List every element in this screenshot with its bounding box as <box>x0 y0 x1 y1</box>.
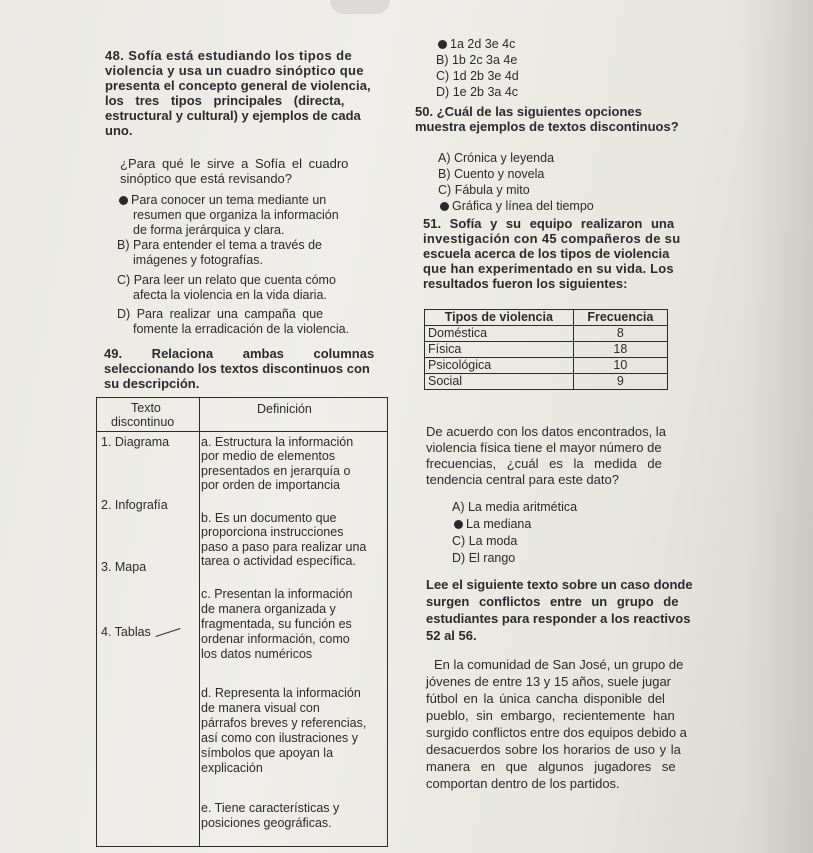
option-letter: D) <box>452 551 466 565</box>
q50-option-c[interactable] <box>438 183 530 197</box>
option-letter: B) <box>436 53 449 67</box>
definition-c-line: fragmentada, su función es <box>201 617 352 631</box>
option-letter: A) <box>452 500 465 514</box>
q51-line: resultados fueron los siguientes: <box>423 276 628 291</box>
q48-line: uno. <box>105 123 133 138</box>
reading-intro-line: estudiantes para responder a los reactivos <box>426 611 691 626</box>
option-text: de forma jerárquica y clara. <box>133 223 285 237</box>
selected-answer-mark <box>440 202 449 211</box>
definition-d-line: de manera visual con <box>201 701 320 715</box>
q51-option-b[interactable] <box>454 517 531 531</box>
option-text: La media aritmética <box>467 500 578 514</box>
reading-intro-line: surgen conflictos entre un grupo de <box>426 594 679 609</box>
option-letter: D) <box>117 307 131 321</box>
q51-question: tendencia central para este dato? <box>426 472 619 487</box>
option-text: La moda <box>468 534 518 548</box>
reading-intro-line: Lee el siguiente texto sobre un caso donde <box>426 577 693 592</box>
reading-paragraph-line: En la comunidad de San José, un grupo de <box>434 657 684 672</box>
q51-option-a[interactable] <box>452 500 577 514</box>
left-item[interactable]: 4. Tablas <box>101 625 151 639</box>
selected-answer-mark <box>454 520 463 529</box>
q48-line: violencia y usa un cuadro sinóptico que <box>105 63 364 78</box>
reading-paragraph-line: jóvenes de entre 13 y 15 años, suele jugar <box>426 674 672 689</box>
option-text: Cuento y novela <box>453 167 545 181</box>
q51-option-d[interactable] <box>452 551 515 565</box>
definition-b-line: b. Es un documento que <box>201 511 337 525</box>
table-row <box>425 374 668 390</box>
option-letter: B) <box>117 238 130 252</box>
option-text: 1b 2c 3a 4e <box>451 53 518 67</box>
definition-e-line: e. Tiene características y <box>201 801 340 815</box>
definition-d-line: símbolos que apoyan la <box>201 746 334 760</box>
reading-paragraph-line: desacuerdos sobre los horarios de uso y la <box>426 742 681 757</box>
q49-line: seleccionando los textos discontinuos con <box>104 361 370 376</box>
q51-line: escuela acerca de los tipos de violencia <box>423 246 670 261</box>
definition-d-line: d. Representa la información <box>201 686 361 700</box>
q49-option-d[interactable] <box>436 85 518 99</box>
option-text: La mediana <box>466 517 532 531</box>
q50-option-b[interactable] <box>438 167 544 181</box>
reading-paragraph-line: pueblo, sin embargo, recientemente han <box>426 708 675 723</box>
table-row <box>425 326 668 342</box>
definition-d-line: párrafos breves y referencias, <box>201 716 367 730</box>
frequency-table <box>424 309 668 390</box>
violence-type: Física <box>425 342 574 358</box>
selected-answer-mark <box>119 196 128 205</box>
pencil-mark <box>155 628 180 637</box>
definition-a-line: a. Estructura la información <box>201 435 354 449</box>
q49-option-b[interactable] <box>436 53 517 67</box>
table-row <box>425 342 668 358</box>
option-text: imágenes y fotografías. <box>133 253 263 267</box>
frequency-value: 18 <box>573 342 667 358</box>
q49-line: 49. Relaciona ambas columnas <box>104 346 375 361</box>
option-text: Gráfica y línea del tiempo <box>452 199 594 213</box>
q48-line: presenta el concepto general de violencia, <box>105 78 371 93</box>
q49-option-a[interactable] <box>438 37 515 51</box>
option-letter: C) <box>438 183 452 197</box>
q51-question: frecuencias, ¿cuál es la medida de <box>426 456 662 471</box>
definition-b-line: tarea o actividad específica. <box>201 554 356 568</box>
option-text: Fábula y mito <box>454 183 530 197</box>
q51-line: 51. Sofía y su equipo realizaron una <box>423 216 675 231</box>
page-fold-shadow <box>743 0 813 853</box>
matching-table <box>96 397 388 847</box>
definition-a-line: por orden de importancia <box>201 478 340 492</box>
reading-intro-line: 52 al 56. <box>426 628 477 643</box>
definition-b-line: paso a paso para realizar una <box>201 540 367 554</box>
reading-paragraph-line: fútbol en la única cancha disponible del <box>426 691 665 706</box>
definition-b-line: proporciona instrucciones <box>201 525 344 539</box>
definition-a-line: presentados en jerarquía o <box>201 464 351 478</box>
column-divider <box>199 398 200 846</box>
option-text: El rango <box>468 551 516 565</box>
option-text: Para leer un relato que cuenta cómo <box>133 273 336 287</box>
definition-c-line: de manera organizada y <box>201 602 336 616</box>
binding-shadow <box>330 0 390 14</box>
option-text: Para realizar una campaña que <box>136 307 324 321</box>
q48-question: sinóptico que está revisando? <box>120 171 293 186</box>
q48-question: ¿Para qué le sirve a Sofía el cuadro <box>120 156 349 171</box>
option-text: 1d 2b 3e 4d <box>452 69 519 83</box>
option-letter: A) <box>438 151 451 165</box>
column-header: Tipos de violencia <box>425 310 574 326</box>
left-item[interactable]: 1. Diagrama <box>101 435 170 449</box>
frequency-value: 9 <box>573 374 667 390</box>
reading-paragraph-line: surgido conflictos entre dos equipos debido a <box>426 725 687 740</box>
header-left: Texto <box>131 401 161 415</box>
left-item[interactable]: 3. Mapa <box>101 560 147 574</box>
definition-c-line: c. Presentan la información <box>201 587 353 601</box>
header-right: Definición <box>257 402 312 416</box>
q51-option-c[interactable] <box>452 534 517 548</box>
header-divider <box>97 431 387 432</box>
option-letter: D) <box>436 85 450 99</box>
q51-line: investigación con 45 compañeros de su <box>423 231 681 246</box>
violence-type: Social <box>425 374 574 390</box>
violence-type: Doméstica <box>425 326 574 342</box>
q51-question: De acuerdo con los datos encontrados, la <box>426 424 666 439</box>
q48-line: los tres tipos principales (directa, <box>105 93 345 108</box>
q49-line: su descripción. <box>104 376 200 391</box>
frequency-value: 8 <box>573 326 667 342</box>
definition-c-line: los datos numéricos <box>201 647 313 661</box>
q50-line: muestra ejemplos de textos discontinuos? <box>415 119 679 134</box>
frequency-value: 10 <box>573 358 667 374</box>
definition-c-line: ordenar información, como <box>201 632 350 646</box>
q51-question: violencia física tiene el mayor número de <box>426 440 662 455</box>
left-item[interactable]: 2. Infografía <box>101 498 168 512</box>
definition-d-line: explicación <box>201 761 263 775</box>
option-letter: C) <box>436 69 450 83</box>
definition-a-line: por medio de elementos <box>201 449 336 463</box>
definition-d-line: así como con ilustraciones y <box>201 731 359 745</box>
option-letter: B) <box>438 167 451 181</box>
option-text: Para entender el tema a través de <box>132 238 322 252</box>
option-text: afecta la violencia en la vida diaria. <box>133 288 327 302</box>
option-letter: C) <box>117 273 131 287</box>
option-text: Crónica y leyenda <box>453 151 555 165</box>
q48-line: 48. Sofía está estudiando los tipos de <box>105 48 353 63</box>
q50-line: 50. ¿Cuál de las siguientes opciones <box>415 104 642 119</box>
q49-option-c[interactable] <box>436 69 519 83</box>
reading-paragraph-line: manera en que algunos jugadores se <box>426 759 676 774</box>
selected-answer-mark <box>438 40 447 49</box>
violence-type: Psicológica <box>425 358 574 374</box>
option-letter: C) <box>452 534 466 548</box>
option-text: Para conocer un tema mediante un <box>131 193 327 207</box>
option-text: fomente la erradicación de la violencia. <box>133 322 350 336</box>
table-row <box>425 358 668 374</box>
option-text: 1e 2b 3a 4c <box>452 85 519 99</box>
q50-option-d[interactable] <box>440 199 594 213</box>
column-header: Frecuencia <box>573 310 667 326</box>
q50-option-a[interactable] <box>438 151 554 165</box>
header-left: discontinuo <box>111 415 175 429</box>
option-text: resumen que organiza la información <box>133 208 339 222</box>
q51-line: que han experimentado en su vida. Los <box>423 261 674 276</box>
reading-paragraph-line: comportan dentro de los partidos. <box>426 776 620 791</box>
definition-e-line: posiciones geográficas. <box>201 816 332 830</box>
option-text: 1a 2d 3e 4c <box>450 37 516 51</box>
q48-line: estructural y cultural) y ejemplos de cada <box>105 108 361 123</box>
